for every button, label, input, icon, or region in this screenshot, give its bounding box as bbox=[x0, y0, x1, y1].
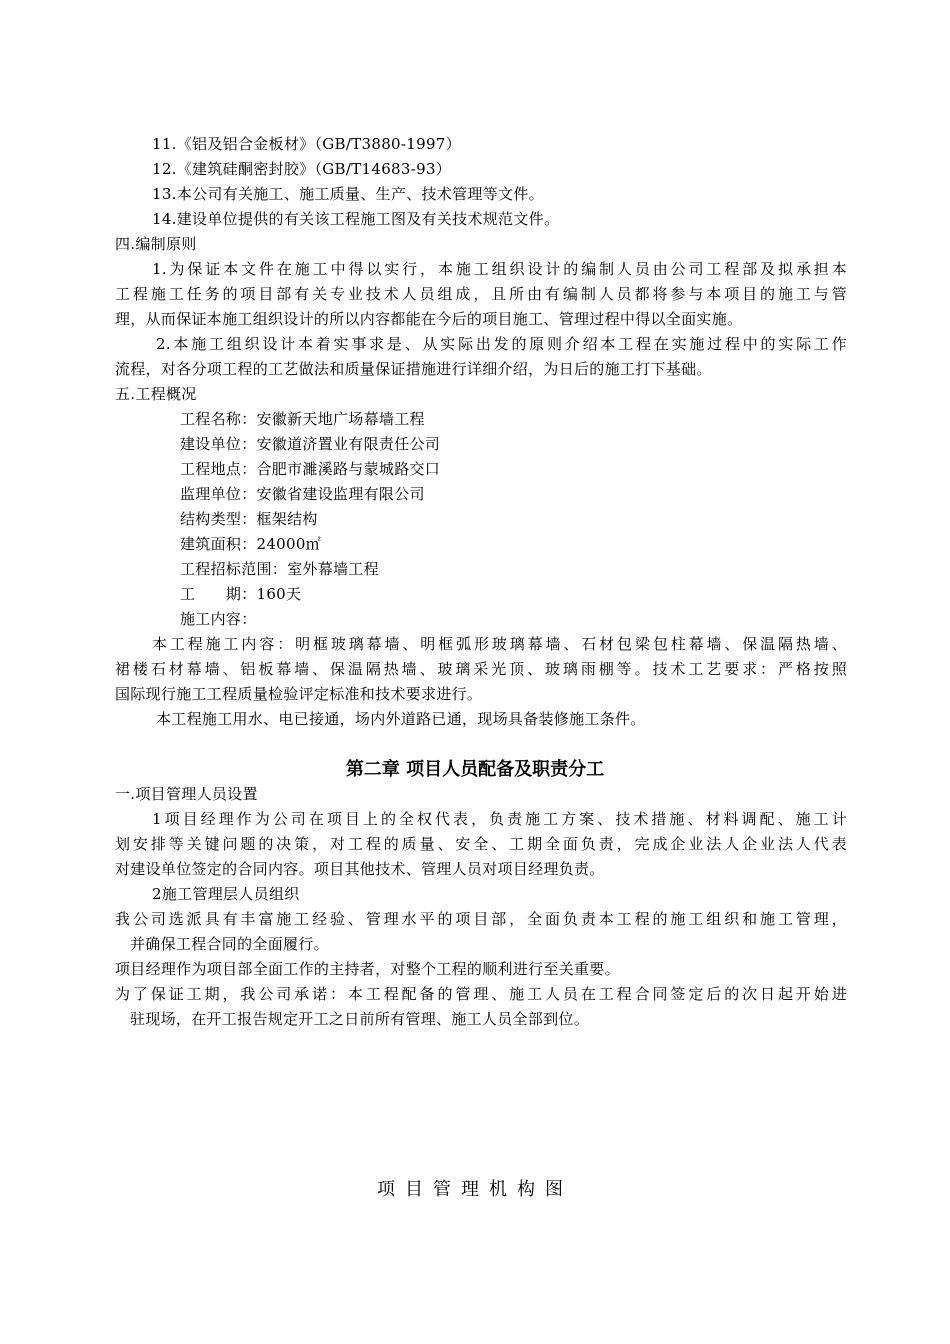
chapter-title: 第二章 项目人员配备及职责分工 bbox=[345, 759, 605, 780]
org-chart-title: 项目管理机构图 bbox=[377, 1179, 573, 1200]
paragraph-line: 本工程施工内容：明框玻璃幕墙、明框弧形玻璃幕墙、石材包梁包柱幕墙、保温隔热墙、 bbox=[152, 635, 847, 653]
paragraph-line: 2.本施工组织设计本着实事求是、从实际出发的原则介绍本工程在实施过程中的实际工作 bbox=[156, 335, 847, 353]
project-field: 工 期：160天 bbox=[180, 585, 302, 603]
reference-item: 13.本公司有关施工、施工质量、生产、技术管理等文件。 bbox=[152, 185, 544, 203]
reference-item: 14.建设单位提供的有关该工程施工图及有关技术规范文件。 bbox=[152, 210, 560, 228]
section-heading: 四.编制原则 bbox=[115, 235, 197, 253]
paragraph-line: 我公司选派具有丰富施工经验、管理水平的项目部，全面负责本工程的施工组织和施工管理， bbox=[115, 910, 847, 928]
section-heading: 五.工程概况 bbox=[115, 385, 197, 403]
section-heading: 2施工管理层人员组织 bbox=[152, 885, 300, 903]
paragraph-line: 1项目经理作为公司在项目上的全权代表，负责施工方案、技术措施、材料调配、施工计 bbox=[152, 810, 847, 828]
paragraph-line: 1.为保证本文件在施工中得以实行，本施工组织设计的编制人员由公司工程部及拟承担本 bbox=[152, 260, 847, 278]
paragraph-line: 裙楼石材幕墙、铝板幕墙、保温隔热墙、玻璃采光顶、玻璃雨棚等。技术工艺要求：严格按照 bbox=[115, 660, 847, 678]
project-field: 工程地点：合肥市濉溪路与蒙城路交口 bbox=[180, 460, 441, 478]
paragraph-line: 驻现场，在开工报告规定开工之日前所有管理、施工人员全部到位。 bbox=[130, 1010, 590, 1028]
project-field: 工程招标范围：室外幕墙工程 bbox=[180, 560, 379, 578]
paragraph-line: 项目经理作为项目部全面工作的主持者，对整个工程的顺利进行至关重要。 bbox=[115, 960, 620, 978]
paragraph-line: 本工程施工用水、电已接通，场内外道路已通，现场具备装修施工条件。 bbox=[156, 710, 646, 728]
paragraph-line: 工程施工任务的项目部有关专业技术人员组成，且所由有编制人员都将参与本项目的施工与管 bbox=[115, 285, 847, 303]
project-field: 建筑面积：24000㎡ bbox=[180, 535, 322, 553]
reference-item: 12.《建筑硅酮密封胶》（GB/T14683-93） bbox=[152, 160, 452, 178]
paragraph-line: 理，从而保证本施工组织设计的所以内容都能在今后的项目施工、管理过程中得以全面实施。 bbox=[115, 310, 743, 328]
section-heading: 一.项目管理人员设置 bbox=[115, 785, 258, 803]
project-field: 监理单位：安徽省建设监理有限公司 bbox=[180, 485, 425, 503]
paragraph-line: 对建设单位签定的合同内容。项目其他技术、管理人员对项目经理负责。 bbox=[115, 860, 605, 878]
project-field: 工程名称：安徽新天地广场幕墙工程 bbox=[180, 410, 425, 428]
project-field: 结构类型：框架结构 bbox=[180, 510, 318, 528]
paragraph-line: 划安排等关键问题的决策，对工程的质量、安全、工期全面负责，完成企业法人企业法人代表 bbox=[115, 835, 847, 853]
project-field: 施工内容： bbox=[180, 610, 257, 628]
reference-item: 11.《铝及铝合金板材》（GB/T3880-1997） bbox=[152, 135, 461, 153]
paragraph-line: 流程，对各分项工程的工艺做法和质量保证措施进行详细介绍，为日后的施工打下基础。 bbox=[115, 360, 712, 378]
paragraph-line: 国际现行施工工程质量检验评定标准和技术要求进行。 bbox=[115, 685, 483, 703]
paragraph-line: 并确保工程合同的全面履行。 bbox=[130, 935, 329, 953]
project-field: 建设单位：安徽道济置业有限责任公司 bbox=[180, 435, 441, 453]
paragraph-line: 为了保证工期，我公司承诺：本工程配备的管理、施工人员在工程合同签定后的次日起开始进 bbox=[115, 985, 847, 1003]
